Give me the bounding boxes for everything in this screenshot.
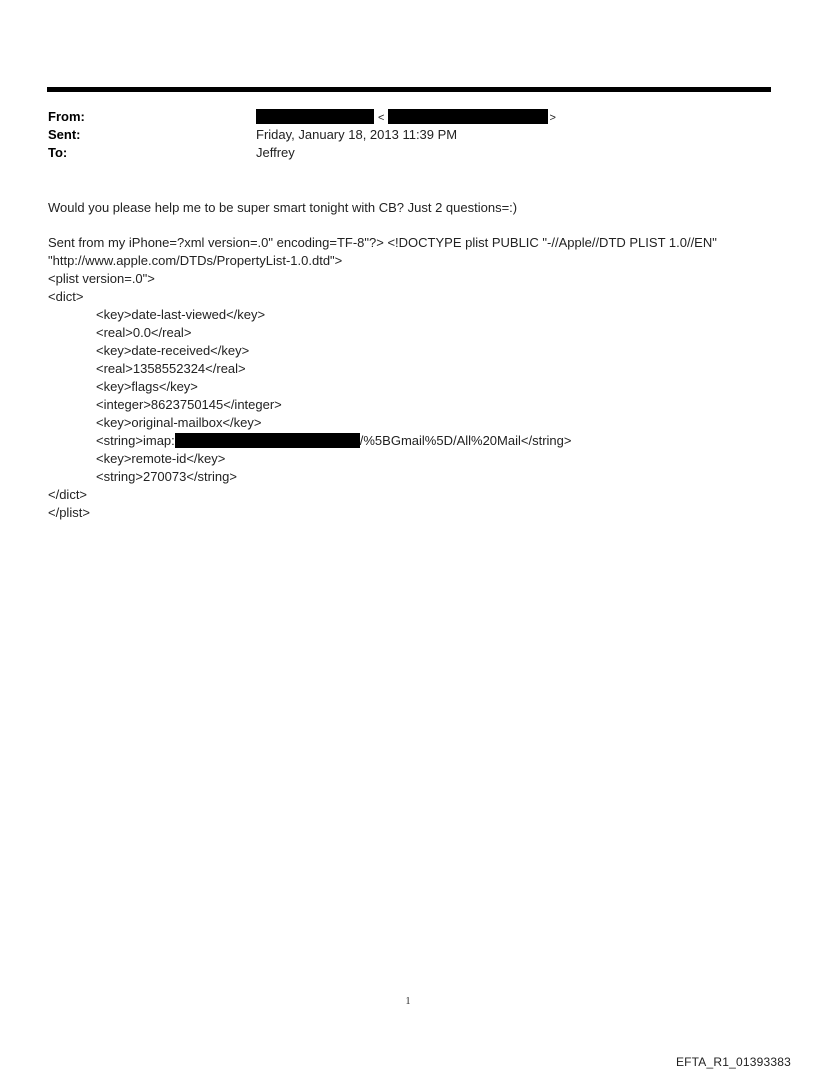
- body-line-dict-close: </dict>: [48, 487, 88, 502]
- from-label: From:: [48, 109, 85, 124]
- body-line-real-0: <real>0.0</real>: [96, 325, 192, 340]
- imap-prefix: <string>imap:: [96, 433, 175, 448]
- sent-value: Friday, January 18, 2013 11:39 PM: [256, 127, 458, 142]
- redacted-sender-name: [256, 109, 374, 124]
- body-line-greeting: Would you please help me to be super smart tonight with CB? Just 2 questions=:): [48, 200, 518, 215]
- from-value: [256, 108, 556, 127]
- body-line-plist-open: <plist version=.0">: [48, 271, 155, 286]
- from-angle-open: <: [378, 112, 385, 124]
- redacted-imap-account: [175, 433, 360, 448]
- email-body: [48, 199, 768, 522]
- sent-row: [48, 126, 768, 144]
- to-label: To:: [48, 145, 68, 160]
- body-line-dtd-url: "http://www.apple.com/DTDs/PropertyList-1.0.dtd">: [48, 253, 343, 268]
- body-line-key-remote-id: <key>remote-id</key>: [96, 451, 226, 466]
- body-line-string-imap: [48, 432, 768, 450]
- body-line-sent-from: Sent from my iPhone=?xml version=.0" encoding=TF-8"?> <!DOCTYPE plist PUBLIC "-//Apple//DTD PLIST 1.0//EN": [48, 235, 717, 250]
- body-line-string-remote-id: <string>270073</string>: [96, 469, 237, 484]
- imap-suffix: /%5BGmail%5D/All%20Mail</string>: [359, 433, 572, 448]
- body-line-key-date-received: <key>date-received</key>: [96, 343, 250, 358]
- from-angle-close: >: [549, 112, 556, 124]
- body-line-key-flags: <key>flags</key>: [96, 379, 198, 394]
- body-line-key-original-mailbox: <key>original-mailbox</key>: [96, 415, 262, 430]
- blank-line: [48, 217, 768, 234]
- body-line-plist-close: </plist>: [48, 505, 90, 520]
- to-value: Jeffrey: [256, 145, 295, 160]
- header-rule: [47, 87, 771, 92]
- page-number: 1: [405, 996, 411, 1007]
- from-row: [48, 108, 768, 126]
- to-row: [48, 144, 768, 162]
- body-line-integer-flags: <integer>8623750145</integer>: [96, 397, 282, 412]
- sent-label: Sent:: [48, 127, 81, 142]
- body-line-real-received: <real>1358552324</real>: [96, 361, 246, 376]
- body-line-dict-open: <dict>: [48, 289, 84, 304]
- body-line-key-date-last-viewed: <key>date-last-viewed</key>: [96, 307, 266, 322]
- email-header: [48, 108, 768, 162]
- redacted-sender-email: [388, 109, 548, 124]
- document-id: EFTA_R1_01393383: [675, 1055, 791, 1069]
